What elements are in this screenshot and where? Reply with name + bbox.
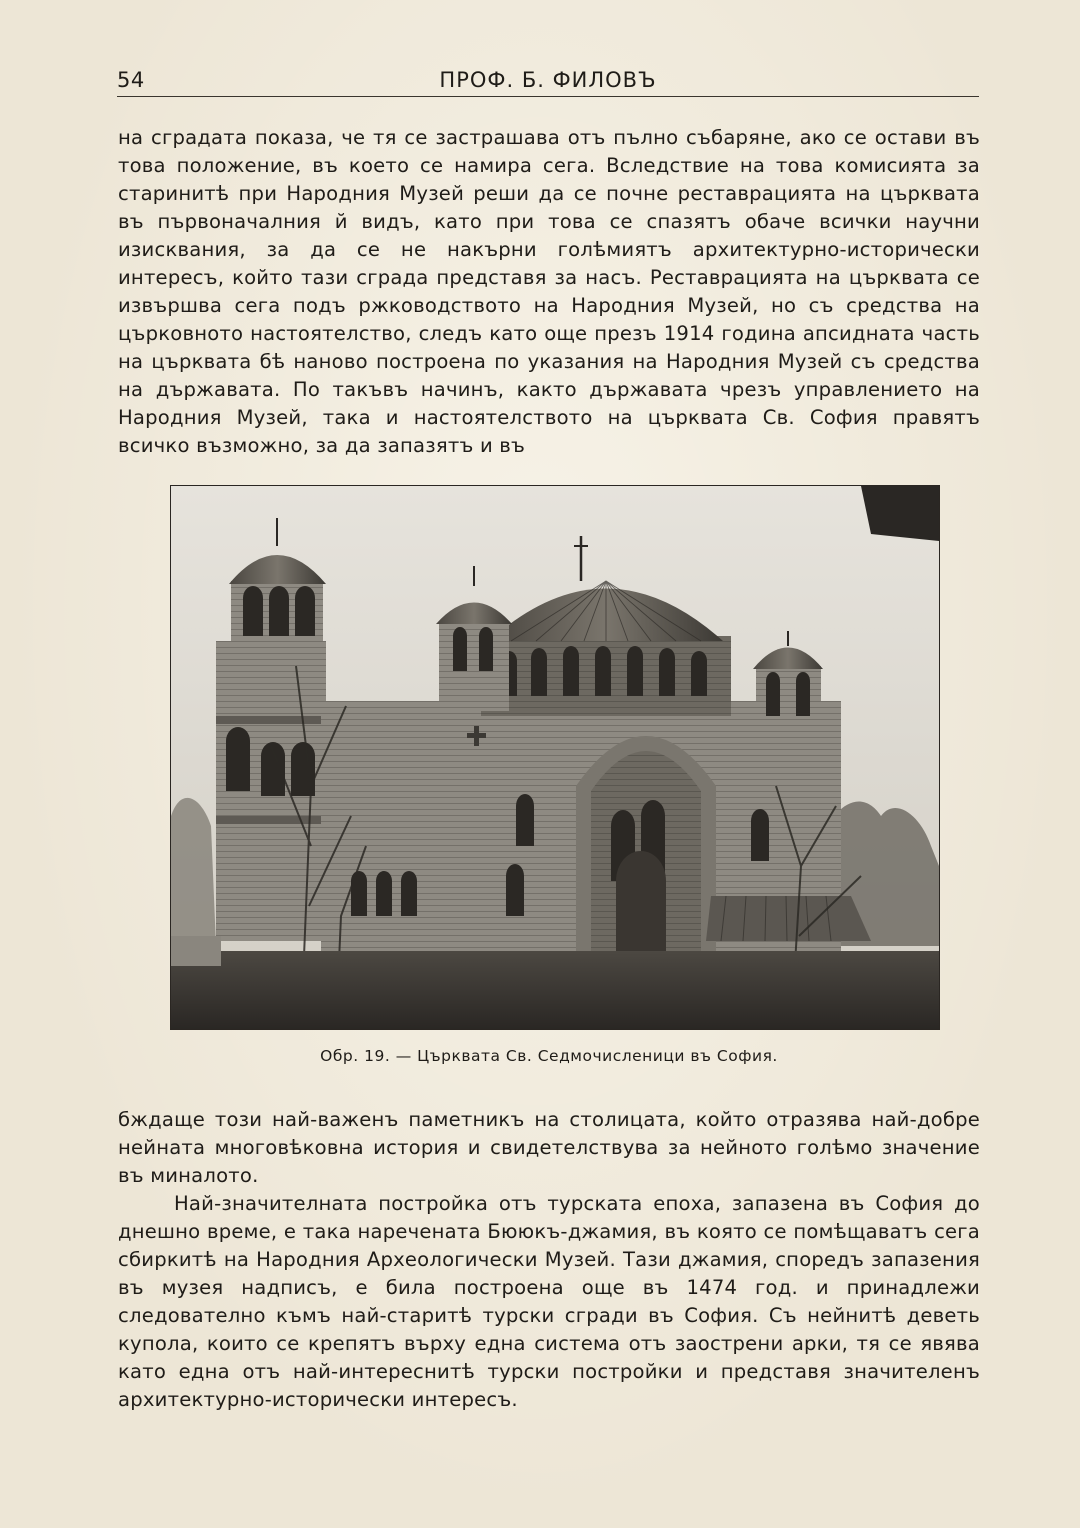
figure-caption: Обр. 19. — Църквата Св. Седмочисленици въ София. (320, 1047, 778, 1065)
running-head: ПРОФ. Б. ФИЛОВЪ (439, 68, 657, 92)
page-number: 54 (117, 68, 145, 92)
paragraph-1: на сградата показа, че тя се застрашава отъ пълно събаряне, ако се остави въ това положение, въ което се намира сега. Вследствие на това комисията за старинитѣ при Народния Музей реши да се почне реставрацията на църквата въ първоначалния й видъ, като при това се спазятъ обаче всички научни изисквания, за да се не накърни голѣмиятъ архитектурно-исторически интересъ, който тази сграда представя за насъ. Реставрацията на църквата се извършва сега подъ ржководството на Народния Музей, но съ средства на църковното настоятелство, следъ като още презъ 1914 година апсидната часть на църквата бѣ наново построена по указания на Народния Музей съ средства на държавата. По такъвъ начинъ, както държавата чрезъ управлението на Народния Музей, така и настоятелството на църквата Св. София правятъ всичко възможно, за да запазятъ и въ (118, 126, 980, 457)
paragraph-3: Най-значителната постройка отъ турската епоха, запазена въ София до днешно време, е така наречената Бююкъ-джамия, въ която се помѣщаватъ сега сбиркитѣ на Народния Археологически Музей. Тази джамия, споредъ запазения въ музея надписъ, е била построена още въ 1474 год. и принадлежи следователно къмъ най-старитѣ турски сгради въ София. Съ нейнитѣ деветь купола, които се крепятъ върху една система отъ заострени арки, тя се явява като една отъ най-интереснитѣ турски постройки и представя значителенъ архитектурно-исторически интересъ. (118, 1192, 980, 1411)
figure-photo (170, 485, 940, 1030)
church-photograph (171, 486, 939, 1029)
paragraph-2: бждаще този най-важенъ паметникъ на столицата, който отразява най-добре нейната многовѣковна история и свидетелствува за нейното голѣмо значение въ миналото. (118, 1108, 980, 1187)
page-header (117, 66, 979, 97)
